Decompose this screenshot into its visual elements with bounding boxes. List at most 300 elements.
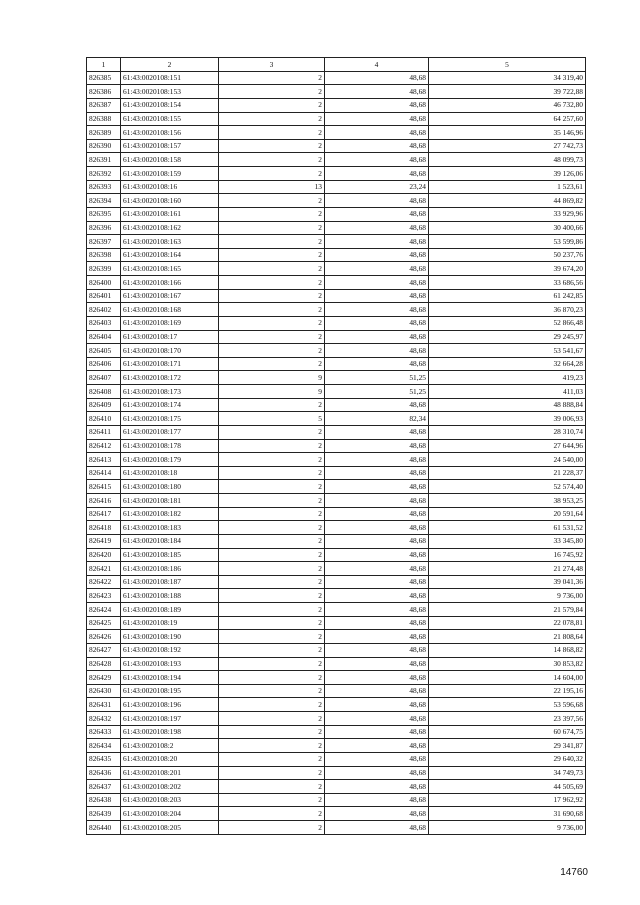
value-cell: 16 745,92 — [429, 548, 586, 562]
value-cell: 50 237,76 — [429, 248, 586, 262]
table-row — [87, 303, 586, 317]
value-cell: 48 099,73 — [429, 153, 586, 167]
cadastral-number-cell: 61:43:0020108:170 — [121, 344, 219, 358]
table-row — [87, 344, 586, 358]
value-cell: 21 808,64 — [429, 630, 586, 644]
value-cell: 30 400,66 — [429, 221, 586, 235]
category-cell: 2 — [219, 780, 325, 794]
rate-cell: 48,68 — [325, 589, 429, 603]
table-row — [87, 453, 586, 467]
column-header-4: 4 — [325, 58, 429, 72]
category-cell: 2 — [219, 112, 325, 126]
value-cell: 34 749,73 — [429, 766, 586, 780]
category-cell: 2 — [219, 725, 325, 739]
record-number-cell: 826395 — [87, 207, 121, 221]
cadastral-number-cell: 61:43:0020108:2 — [121, 739, 219, 753]
category-cell: 2 — [219, 316, 325, 330]
cadastral-number-cell: 61:43:0020108:189 — [121, 603, 219, 617]
rate-cell: 48,68 — [325, 807, 429, 821]
value-cell: 22 195,16 — [429, 684, 586, 698]
table-row — [87, 575, 586, 589]
record-number-cell: 826434 — [87, 739, 121, 753]
cadastral-number-cell: 61:43:0020108:175 — [121, 412, 219, 426]
table-row — [87, 630, 586, 644]
rate-cell: 48,68 — [325, 344, 429, 358]
record-number-cell: 826409 — [87, 398, 121, 412]
cadastral-number-cell: 61:43:0020108:18 — [121, 466, 219, 480]
table-row — [87, 534, 586, 548]
table-row — [87, 752, 586, 766]
category-cell: 2 — [219, 466, 325, 480]
record-number-cell: 826422 — [87, 575, 121, 589]
record-number-cell: 826424 — [87, 603, 121, 617]
value-cell: 33 686,56 — [429, 276, 586, 290]
category-cell: 2 — [219, 98, 325, 112]
value-cell: 35 146,96 — [429, 126, 586, 140]
rate-cell: 48,68 — [325, 698, 429, 712]
rate-cell: 51,25 — [325, 371, 429, 385]
value-cell: 20 591,64 — [429, 507, 586, 521]
cadastral-number-cell: 61:43:0020108:158 — [121, 153, 219, 167]
value-cell: 9 736,00 — [429, 589, 586, 603]
value-cell: 53 541,67 — [429, 344, 586, 358]
cadastral-number-cell: 61:43:0020108:167 — [121, 289, 219, 303]
cadastral-number-cell: 61:43:0020108:205 — [121, 821, 219, 835]
rate-cell: 48,68 — [325, 643, 429, 657]
value-cell: 14 868,82 — [429, 643, 586, 657]
table-row — [87, 289, 586, 303]
record-number-cell: 826397 — [87, 235, 121, 249]
record-number-cell: 826390 — [87, 139, 121, 153]
cadastral-number-cell: 61:43:0020108:173 — [121, 385, 219, 399]
value-cell: 28 310,74 — [429, 425, 586, 439]
category-cell: 2 — [219, 221, 325, 235]
table-row — [87, 821, 586, 835]
rate-cell: 51,25 — [325, 385, 429, 399]
value-cell: 14 604,00 — [429, 671, 586, 685]
record-number-cell: 826440 — [87, 821, 121, 835]
cadastral-number-cell: 61:43:0020108:198 — [121, 725, 219, 739]
cadastral-number-cell: 61:43:0020108:201 — [121, 766, 219, 780]
value-cell: 29 245,97 — [429, 330, 586, 344]
rate-cell: 48,68 — [325, 194, 429, 208]
category-cell: 2 — [219, 807, 325, 821]
cadastral-number-cell: 61:43:0020108:179 — [121, 453, 219, 467]
rate-cell: 48,68 — [325, 752, 429, 766]
value-cell: 39 006,93 — [429, 412, 586, 426]
record-number-cell: 826425 — [87, 616, 121, 630]
category-cell: 2 — [219, 657, 325, 671]
rate-cell: 48,68 — [325, 126, 429, 140]
record-number-cell: 826426 — [87, 630, 121, 644]
value-cell: 39 674,20 — [429, 262, 586, 276]
category-cell: 2 — [219, 330, 325, 344]
table-row — [87, 412, 586, 426]
cadastral-number-cell: 61:43:0020108:194 — [121, 671, 219, 685]
table-row — [87, 153, 586, 167]
table-row — [87, 316, 586, 330]
rate-cell: 48,68 — [325, 821, 429, 835]
table-row — [87, 262, 586, 276]
record-number-cell: 826415 — [87, 480, 121, 494]
record-number-cell: 826430 — [87, 684, 121, 698]
rate-cell: 48,68 — [325, 153, 429, 167]
cadastral-number-cell: 61:43:0020108:161 — [121, 207, 219, 221]
rate-cell: 48,68 — [325, 548, 429, 562]
table-body — [87, 71, 586, 834]
category-cell: 2 — [219, 684, 325, 698]
value-cell: 17 962,92 — [429, 793, 586, 807]
registry-table — [86, 57, 586, 835]
value-cell: 27 742,73 — [429, 139, 586, 153]
table-row — [87, 439, 586, 453]
cadastral-number-cell: 61:43:0020108:177 — [121, 425, 219, 439]
record-number-cell: 826402 — [87, 303, 121, 317]
cadastral-number-cell: 61:43:0020108:154 — [121, 98, 219, 112]
value-cell: 61 531,52 — [429, 521, 586, 535]
cadastral-number-cell: 61:43:0020108:187 — [121, 575, 219, 589]
category-cell: 2 — [219, 521, 325, 535]
value-cell: 53 599,86 — [429, 235, 586, 249]
record-number-cell: 826394 — [87, 194, 121, 208]
cadastral-number-cell: 61:43:0020108:174 — [121, 398, 219, 412]
record-number-cell: 826386 — [87, 85, 121, 99]
record-number-cell: 826387 — [87, 98, 121, 112]
table-row — [87, 180, 586, 194]
cadastral-number-cell: 61:43:0020108:168 — [121, 303, 219, 317]
value-cell: 22 078,81 — [429, 616, 586, 630]
rate-cell: 48,68 — [325, 98, 429, 112]
table-row — [87, 167, 586, 181]
table-row — [87, 126, 586, 140]
category-cell: 2 — [219, 671, 325, 685]
record-number-cell: 826433 — [87, 725, 121, 739]
header-row — [87, 58, 586, 72]
table-row — [87, 71, 586, 85]
value-cell: 39 041,36 — [429, 575, 586, 589]
cadastral-number-cell: 61:43:0020108:155 — [121, 112, 219, 126]
table-row — [87, 207, 586, 221]
value-cell: 46 732,80 — [429, 98, 586, 112]
table-row — [87, 807, 586, 821]
category-cell: 2 — [219, 548, 325, 562]
rate-cell: 48,68 — [325, 494, 429, 508]
record-number-cell: 826406 — [87, 357, 121, 371]
table-row — [87, 276, 586, 290]
record-number-cell: 826392 — [87, 167, 121, 181]
category-cell: 9 — [219, 385, 325, 399]
cadastral-number-cell: 61:43:0020108:192 — [121, 643, 219, 657]
cadastral-number-cell: 61:43:0020108:181 — [121, 494, 219, 508]
category-cell: 2 — [219, 425, 325, 439]
category-cell: 2 — [219, 194, 325, 208]
table-row — [87, 589, 586, 603]
value-cell: 33 929,96 — [429, 207, 586, 221]
table-row — [87, 494, 586, 508]
cadastral-number-cell: 61:43:0020108:202 — [121, 780, 219, 794]
rate-cell: 48,68 — [325, 85, 429, 99]
rate-cell: 48,68 — [325, 276, 429, 290]
rate-cell: 48,68 — [325, 425, 429, 439]
rate-cell: 48,68 — [325, 780, 429, 794]
category-cell: 2 — [219, 616, 325, 630]
record-number-cell: 826391 — [87, 153, 121, 167]
table-row — [87, 793, 586, 807]
rate-cell: 48,68 — [325, 521, 429, 535]
value-cell: 64 257,60 — [429, 112, 586, 126]
cadastral-number-cell: 61:43:0020108:169 — [121, 316, 219, 330]
value-cell: 419,23 — [429, 371, 586, 385]
table-row — [87, 194, 586, 208]
table-row — [87, 780, 586, 794]
table-row — [87, 521, 586, 535]
category-cell: 2 — [219, 793, 325, 807]
category-cell: 2 — [219, 494, 325, 508]
value-cell: 34 319,40 — [429, 71, 586, 85]
record-number-cell: 826423 — [87, 589, 121, 603]
table-header — [87, 58, 586, 72]
category-cell: 2 — [219, 139, 325, 153]
category-cell: 2 — [219, 534, 325, 548]
record-number-cell: 826414 — [87, 466, 121, 480]
record-number-cell: 826435 — [87, 752, 121, 766]
table-row — [87, 671, 586, 685]
rate-cell: 48,68 — [325, 575, 429, 589]
value-cell: 52 574,40 — [429, 480, 586, 494]
value-cell: 31 690,68 — [429, 807, 586, 821]
value-cell: 27 644,96 — [429, 439, 586, 453]
value-cell: 9 736,00 — [429, 821, 586, 835]
rate-cell: 48,68 — [325, 480, 429, 494]
value-cell: 33 345,80 — [429, 534, 586, 548]
category-cell: 2 — [219, 739, 325, 753]
rate-cell: 48,68 — [325, 616, 429, 630]
rate-cell: 48,68 — [325, 562, 429, 576]
rate-cell: 48,68 — [325, 453, 429, 467]
table-row — [87, 221, 586, 235]
record-number-cell: 826413 — [87, 453, 121, 467]
record-number-cell: 826408 — [87, 385, 121, 399]
table-row — [87, 248, 586, 262]
record-number-cell: 826393 — [87, 180, 121, 194]
category-cell: 2 — [219, 712, 325, 726]
value-cell: 38 953,25 — [429, 494, 586, 508]
category-cell: 2 — [219, 289, 325, 303]
cadastral-number-cell: 61:43:0020108:162 — [121, 221, 219, 235]
record-number-cell: 826399 — [87, 262, 121, 276]
table-row — [87, 466, 586, 480]
record-number-cell: 826404 — [87, 330, 121, 344]
record-number-cell: 826407 — [87, 371, 121, 385]
column-header-2: 2 — [121, 58, 219, 72]
table-row — [87, 548, 586, 562]
category-cell: 2 — [219, 126, 325, 140]
rate-cell: 48,68 — [325, 671, 429, 685]
cadastral-number-cell: 61:43:0020108:184 — [121, 534, 219, 548]
rate-cell: 48,68 — [325, 112, 429, 126]
category-cell: 2 — [219, 344, 325, 358]
table-row — [87, 643, 586, 657]
table-row — [87, 603, 586, 617]
column-header-5: 5 — [429, 58, 586, 72]
value-cell: 21 274,48 — [429, 562, 586, 576]
cadastral-number-cell: 61:43:0020108:165 — [121, 262, 219, 276]
value-cell: 39 126,06 — [429, 167, 586, 181]
table-row — [87, 139, 586, 153]
cadastral-number-cell: 61:43:0020108:163 — [121, 235, 219, 249]
rate-cell: 48,68 — [325, 398, 429, 412]
record-number-cell: 826401 — [87, 289, 121, 303]
table-row — [87, 330, 586, 344]
value-cell: 36 870,23 — [429, 303, 586, 317]
rate-cell: 48,68 — [325, 534, 429, 548]
category-cell: 2 — [219, 153, 325, 167]
value-cell: 39 722,88 — [429, 85, 586, 99]
rate-cell: 48,68 — [325, 139, 429, 153]
value-cell: 44 505,69 — [429, 780, 586, 794]
category-cell: 2 — [219, 766, 325, 780]
rate-cell: 48,68 — [325, 766, 429, 780]
category-cell: 2 — [219, 262, 325, 276]
category-cell: 2 — [219, 752, 325, 766]
rate-cell: 48,68 — [325, 303, 429, 317]
value-cell: 29 341,87 — [429, 739, 586, 753]
cadastral-number-cell: 61:43:0020108:188 — [121, 589, 219, 603]
record-number-cell: 826411 — [87, 425, 121, 439]
category-cell: 2 — [219, 439, 325, 453]
value-cell: 411,03 — [429, 385, 586, 399]
rate-cell: 48,68 — [325, 207, 429, 221]
table-row — [87, 766, 586, 780]
rate-cell: 82,34 — [325, 412, 429, 426]
record-number-cell: 826421 — [87, 562, 121, 576]
value-cell: 29 640,32 — [429, 752, 586, 766]
category-cell: 2 — [219, 276, 325, 290]
rate-cell: 48,68 — [325, 357, 429, 371]
value-cell: 30 853,82 — [429, 657, 586, 671]
record-number-cell: 826420 — [87, 548, 121, 562]
cadastral-number-cell: 61:43:0020108:186 — [121, 562, 219, 576]
record-number-cell: 826428 — [87, 657, 121, 671]
cadastral-number-cell: 61:43:0020108:20 — [121, 752, 219, 766]
cadastral-number-cell: 61:43:0020108:160 — [121, 194, 219, 208]
cadastral-number-cell: 61:43:0020108:156 — [121, 126, 219, 140]
cadastral-number-cell: 61:43:0020108:171 — [121, 357, 219, 371]
record-number-cell: 826400 — [87, 276, 121, 290]
value-cell: 24 540,00 — [429, 453, 586, 467]
category-cell: 2 — [219, 821, 325, 835]
cadastral-number-cell: 61:43:0020108:204 — [121, 807, 219, 821]
table-row — [87, 385, 586, 399]
rate-cell: 48,68 — [325, 289, 429, 303]
category-cell: 2 — [219, 643, 325, 657]
cadastral-number-cell: 61:43:0020108:172 — [121, 371, 219, 385]
table-row — [87, 507, 586, 521]
rate-cell: 23,24 — [325, 180, 429, 194]
category-cell: 2 — [219, 698, 325, 712]
record-number-cell: 826403 — [87, 316, 121, 330]
record-number-cell: 826398 — [87, 248, 121, 262]
record-number-cell: 826389 — [87, 126, 121, 140]
category-cell: 9 — [219, 371, 325, 385]
value-cell: 23 397,56 — [429, 712, 586, 726]
table-row — [87, 398, 586, 412]
value-cell: 44 869,82 — [429, 194, 586, 208]
rate-cell: 48,68 — [325, 793, 429, 807]
table-row — [87, 480, 586, 494]
column-header-3: 3 — [219, 58, 325, 72]
cadastral-number-cell: 61:43:0020108:193 — [121, 657, 219, 671]
record-number-cell: 826429 — [87, 671, 121, 685]
rate-cell: 48,68 — [325, 221, 429, 235]
category-cell: 2 — [219, 562, 325, 576]
value-cell: 21 579,84 — [429, 603, 586, 617]
category-cell: 2 — [219, 303, 325, 317]
cadastral-number-cell: 61:43:0020108:19 — [121, 616, 219, 630]
table-row — [87, 684, 586, 698]
category-cell: 2 — [219, 603, 325, 617]
table-row — [87, 712, 586, 726]
cadastral-number-cell: 61:43:0020108:151 — [121, 71, 219, 85]
cadastral-number-cell: 61:43:0020108:203 — [121, 793, 219, 807]
cadastral-number-cell: 61:43:0020108:17 — [121, 330, 219, 344]
cadastral-number-cell: 61:43:0020108:178 — [121, 439, 219, 453]
cadastral-number-cell: 61:43:0020108:183 — [121, 521, 219, 535]
cadastral-number-cell: 61:43:0020108:16 — [121, 180, 219, 194]
value-cell: 53 596,68 — [429, 698, 586, 712]
cadastral-number-cell: 61:43:0020108:153 — [121, 85, 219, 99]
table-row — [87, 616, 586, 630]
record-number-cell: 826417 — [87, 507, 121, 521]
record-number-cell: 826388 — [87, 112, 121, 126]
record-number-cell: 826419 — [87, 534, 121, 548]
category-cell: 13 — [219, 180, 325, 194]
rate-cell: 48,68 — [325, 316, 429, 330]
cadastral-number-cell: 61:43:0020108:157 — [121, 139, 219, 153]
rate-cell: 48,68 — [325, 684, 429, 698]
rate-cell: 48,68 — [325, 657, 429, 671]
column-header-1: 1 — [87, 58, 121, 72]
record-number-cell: 826416 — [87, 494, 121, 508]
record-number-cell: 826412 — [87, 439, 121, 453]
table-row — [87, 85, 586, 99]
category-cell: 2 — [219, 248, 325, 262]
table-row — [87, 657, 586, 671]
category-cell: 2 — [219, 357, 325, 371]
cadastral-number-cell: 61:43:0020108:164 — [121, 248, 219, 262]
cadastral-number-cell: 61:43:0020108:159 — [121, 167, 219, 181]
table-row — [87, 235, 586, 249]
category-cell: 2 — [219, 398, 325, 412]
rate-cell: 48,68 — [325, 262, 429, 276]
rate-cell: 48,68 — [325, 330, 429, 344]
table-row — [87, 98, 586, 112]
record-number-cell: 826427 — [87, 643, 121, 657]
cadastral-number-cell: 61:43:0020108:185 — [121, 548, 219, 562]
table-row — [87, 562, 586, 576]
value-cell: 48 888,84 — [429, 398, 586, 412]
rate-cell: 48,68 — [325, 603, 429, 617]
cadastral-number-cell: 61:43:0020108:197 — [121, 712, 219, 726]
page-number: 14760 — [560, 867, 588, 878]
rate-cell: 48,68 — [325, 235, 429, 249]
table-row — [87, 739, 586, 753]
table-row — [87, 112, 586, 126]
category-cell: 2 — [219, 630, 325, 644]
record-number-cell: 826396 — [87, 221, 121, 235]
cadastral-number-cell: 61:43:0020108:182 — [121, 507, 219, 521]
cadastral-number-cell: 61:43:0020108:180 — [121, 480, 219, 494]
